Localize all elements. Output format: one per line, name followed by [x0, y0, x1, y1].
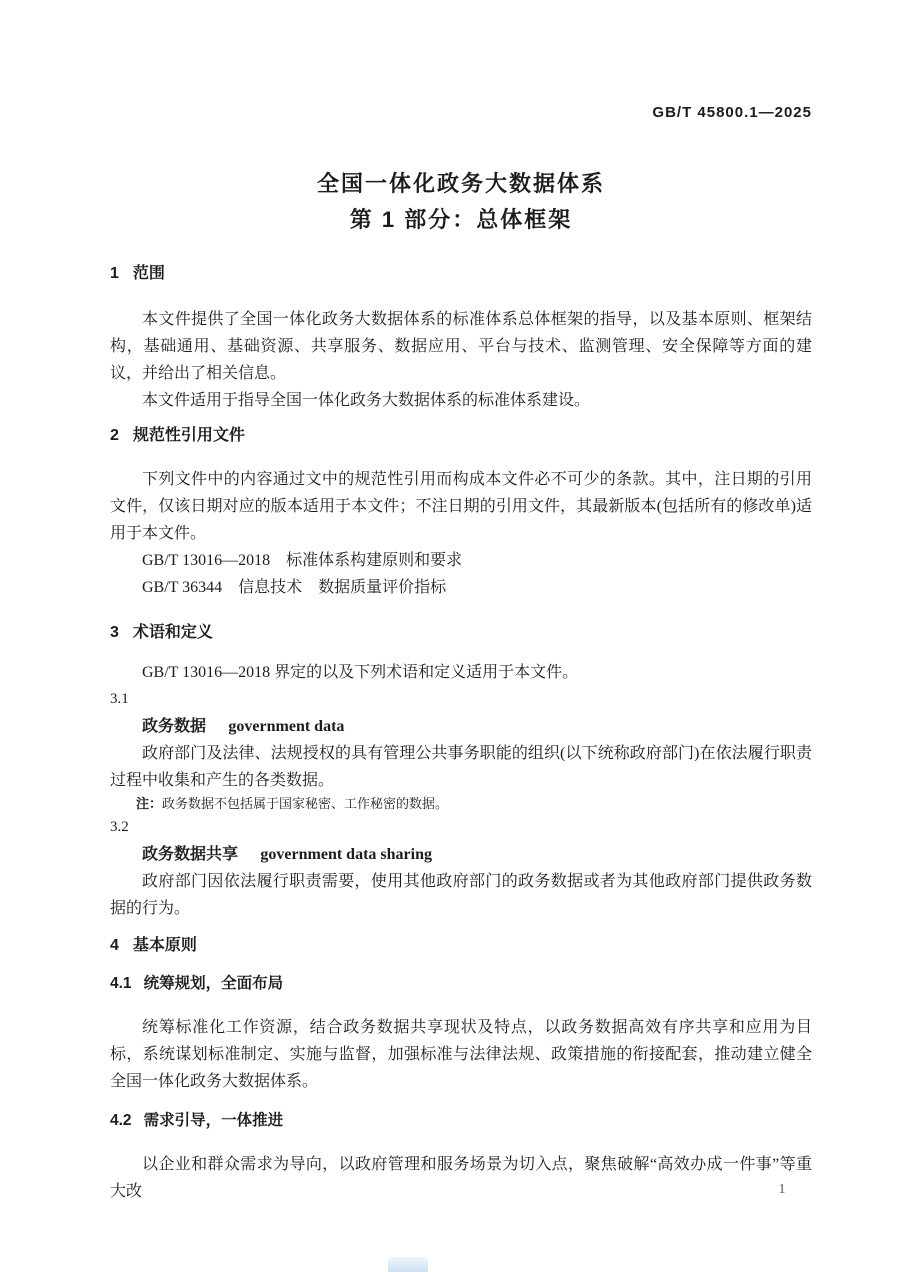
- scope-paragraph-1: 本文件提供了全国一体化政务大数据体系的标准体系总体框架的指导，以及基本原则、框架结构，基础通用、基础资源、共享服务、数据应用、平台与技术、监测管理、安全保障等方面的建议，并给出了相关信息。: [110, 311, 812, 382]
- term-note-3-1: [110, 794, 812, 814]
- term-definition-3-2: 政府部门因依法履行职责需要，使用其他政府部门的政务数据或者为其他政府部门提供政务数据的行为。: [110, 873, 812, 917]
- subsection-4-1-title: 统筹规划，全面布局: [143, 975, 284, 992]
- section-1-heading: [110, 264, 812, 284]
- terms-intro: GB/T 13016—2018 界定的以及下列术语和定义适用于本文件。: [142, 664, 579, 681]
- term-zh: 政务数据: [142, 718, 207, 735]
- section-4-number: 4: [110, 937, 119, 954]
- term-definition-3-1: 政府部门及法律、法规授权的具有管理公共事务职能的组织(以下统称政府部门)在依法履行职责过程中收集和产生的各类数据。: [110, 745, 812, 789]
- document-title: [110, 166, 812, 238]
- page-number: 1: [778, 1182, 786, 1197]
- note-text: 政务数据不包括属于国家秘密、工作秘密的数据。: [162, 796, 449, 811]
- section-4-heading: [110, 936, 812, 956]
- term-en: government data: [228, 718, 345, 735]
- section-3-title: 术语和定义: [132, 624, 213, 641]
- title-line-2: 第 1 部分：总体框架: [349, 207, 573, 232]
- scope-paragraph-2: 本文件适用于指导全国一体化政务大数据体系的标准体系建设。: [142, 392, 591, 409]
- standard-number: GB/T 45800.1—2025: [652, 104, 812, 121]
- normative-refs-paragraph: 下列文件中的内容通过文中的规范性引用而构成本文件必不可少的条款。其中，注日期的引用文件，仅该日期对应的版本适用于本文件；不注日期的引用文件，其最新版本(包括所有的修改单)适用于本文件。: [110, 471, 812, 542]
- section-2-title: 规范性引用文件: [132, 427, 245, 444]
- watermark-badge: [388, 1257, 428, 1272]
- note-label: 注：: [136, 796, 163, 811]
- page-content: [110, 0, 812, 1205]
- reference-entry: GB/T 13016—2018 标准体系构建原则和要求: [142, 552, 463, 569]
- subsection-4-2-number: 4.2: [110, 1112, 132, 1129]
- reference-entry: GB/T 36344 信息技术 数据质量评价指标: [142, 579, 447, 596]
- subsection-4-2-title: 需求引导，一体推进: [143, 1112, 284, 1129]
- section-3-heading: [110, 623, 812, 643]
- term-entry-3-1: [110, 713, 812, 740]
- subsection-4-2-heading: [110, 1111, 812, 1131]
- section-1-number: 1: [110, 265, 119, 282]
- section-4-title: 基本原则: [132, 937, 197, 954]
- subsection-4-2-paragraph: 以企业和群众需求为导向，以政府管理和服务场景为切入点，聚焦破解“高效办成一件事”等重大改: [110, 1156, 812, 1200]
- subsection-4-1-heading: [110, 974, 812, 994]
- title-line-1: 全国一体化政务大数据体系: [316, 171, 605, 196]
- section-2-number: 2: [110, 427, 119, 444]
- term-zh: 政务数据共享: [142, 846, 239, 863]
- term-en: government data sharing: [260, 846, 432, 863]
- subsection-4-1-paragraph: 统筹标准化工作资源，结合政务数据共享现状及特点，以政务数据高效有序共享和应用为目标，系统谋划标准制定、实施与监督，加强标准与法律法规、政策措施的衔接配套，推动建立健全全国一体化政务大数据体系。: [110, 1019, 812, 1090]
- subsection-4-1-number: 4.1: [110, 975, 132, 992]
- term-entry-3-2: [110, 841, 812, 868]
- term-id-3-1: 3.1: [110, 691, 129, 707]
- section-2-heading: [110, 426, 812, 446]
- section-3-number: 3: [110, 624, 119, 641]
- section-1-title: 范围: [132, 265, 165, 282]
- term-id-3-2: 3.2: [110, 819, 129, 835]
